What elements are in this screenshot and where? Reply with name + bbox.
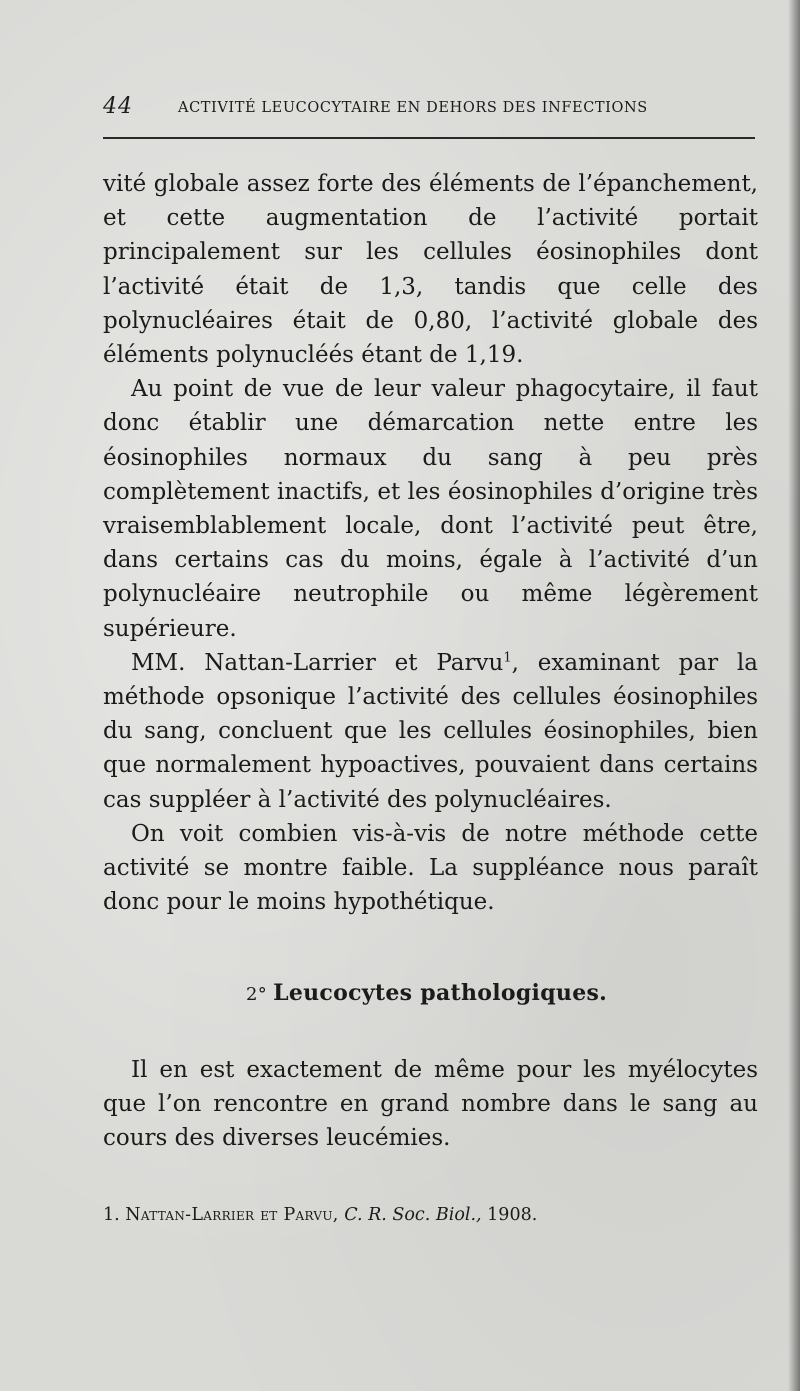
footnote: [103, 1205, 758, 1225]
footnote-year: 1908.: [487, 1205, 538, 1225]
paragraph-conclusion: On voit combien vis-à-vis de notre méthode cette activité se montre faible. La suppléance nous paraît donc pour le moins hypothétique.: [103, 820, 758, 916]
running-title: ACTIVITÉ LEUCOCYTAIRE EN DEHORS DES INFECTIONS: [178, 100, 648, 116]
paragraph-continuation: vité globale assez forte des éléments de l’épanchement, et cette augmentation de l’activité portait principalement sur les cellules éosinophiles dont l’activité était de 1,3, tandis que celle des polynucléaires était de 0,80, l’activité globale des éléments polynucléés étant de 1,19.: [103, 171, 758, 369]
footnote-marker: 1: [503, 650, 512, 666]
paragraph-myelocytes: Il en est exactement de même pour les myélocytes que l’on rencontre en grand nombre dans le sang au cours des diverses leucémies.: [103, 1057, 758, 1152]
main-text: [103, 167, 758, 919]
paragraph-phagocytic-value: Au point de vue de leur valeur phagocytaire, il faut donc établir une démarcation nette entre les éosinophiles normaux du sang à peu près complètement inactifs, et les éosinophiles d’origine très vraisemblablement locale, dont l’activité peut être, dans certains cas du moins, égale à l’activité d’un polynucléaire neutrophile ou même légèrement supérieure.: [103, 376, 758, 642]
section-title: Leucocytes pathologiques.: [273, 980, 608, 1006]
paragraph-nattan-larrier: [103, 646, 758, 817]
section-text: [103, 1053, 758, 1156]
footnote-authors: Nattan-Larrier et Parvu,: [125, 1205, 339, 1225]
citation-authors: MM. Nattan-Larrier et Parvu: [131, 649, 504, 676]
page-edge-shadow: [788, 0, 800, 1391]
section-heading: [0, 980, 800, 1006]
footnote-number: 1.: [103, 1205, 120, 1225]
page-number: 44: [103, 94, 133, 119]
section-number: 2°: [246, 984, 268, 1005]
header-rule: [103, 137, 755, 139]
paragraph-nattan-larrier-rest: , examinant par la méthode opsonique l’activité des cellules éosinophiles du sang, concluent que les cellules éosinophiles, bien que normalement hypoactives, pouvaient dans certains cas suppléer à l’activité des polynucléaires.: [103, 649, 758, 813]
footnote-journal: C. R. Soc. Biol.,: [344, 1205, 482, 1225]
page-header: [103, 94, 753, 122]
